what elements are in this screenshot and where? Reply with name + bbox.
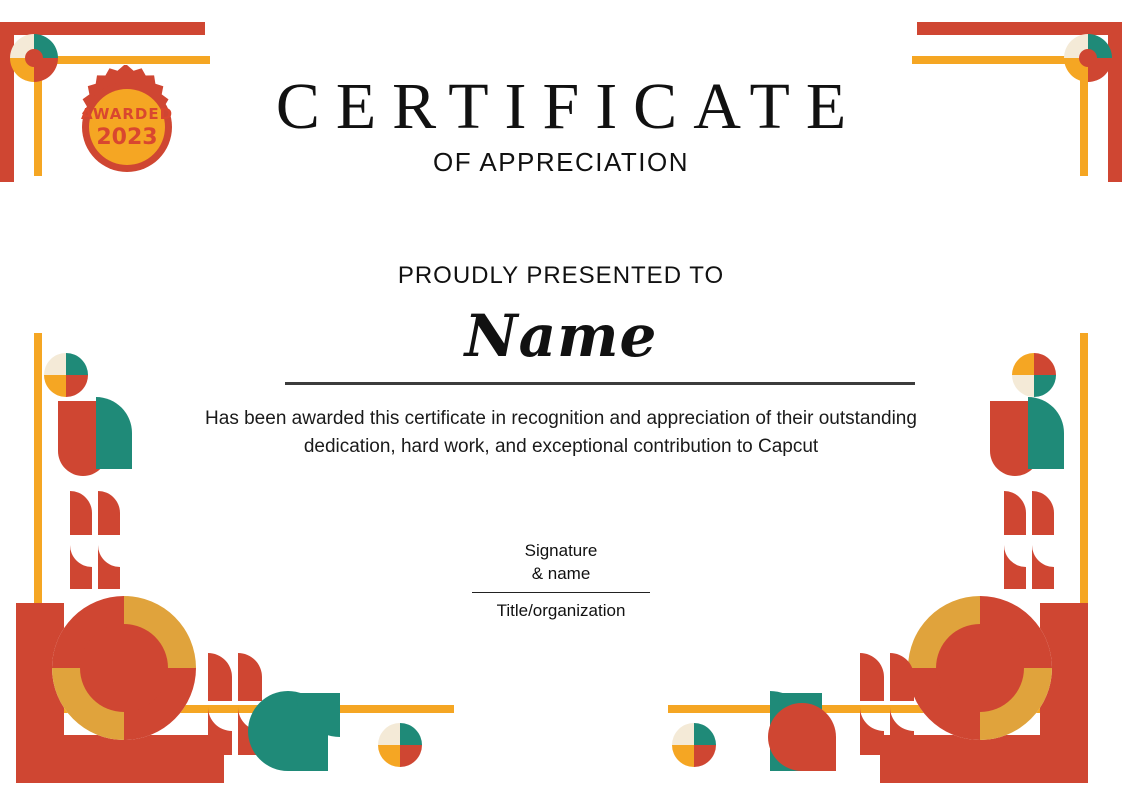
signature-title: Title/organization — [496, 601, 626, 621]
title-block — [0, 72, 1122, 178]
certificate-subtitle: OF APPRECIATION — [432, 147, 690, 178]
signature-divider — [472, 592, 650, 594]
signature-line-2: & name — [531, 563, 591, 583]
bottom-right-corner-decoration — [652, 323, 1122, 793]
badge-label: AWARDED — [80, 104, 174, 123]
bottom-left-corner-decoration — [0, 323, 470, 793]
certificate-title: CERTIFICATE — [275, 70, 863, 143]
recipient-name: Name — [464, 302, 658, 370]
presented-to-label: PROUDLY PRESENTED TO — [397, 262, 725, 289]
signature-line-1: Signature — [524, 541, 598, 560]
certificate-body-text: Has been awarded this certificate in recognition and appreciation of their outstanding dedication, hard work, and exceptional contribution to Capcut — [205, 408, 917, 457]
badge-year: 2023 — [96, 124, 158, 150]
